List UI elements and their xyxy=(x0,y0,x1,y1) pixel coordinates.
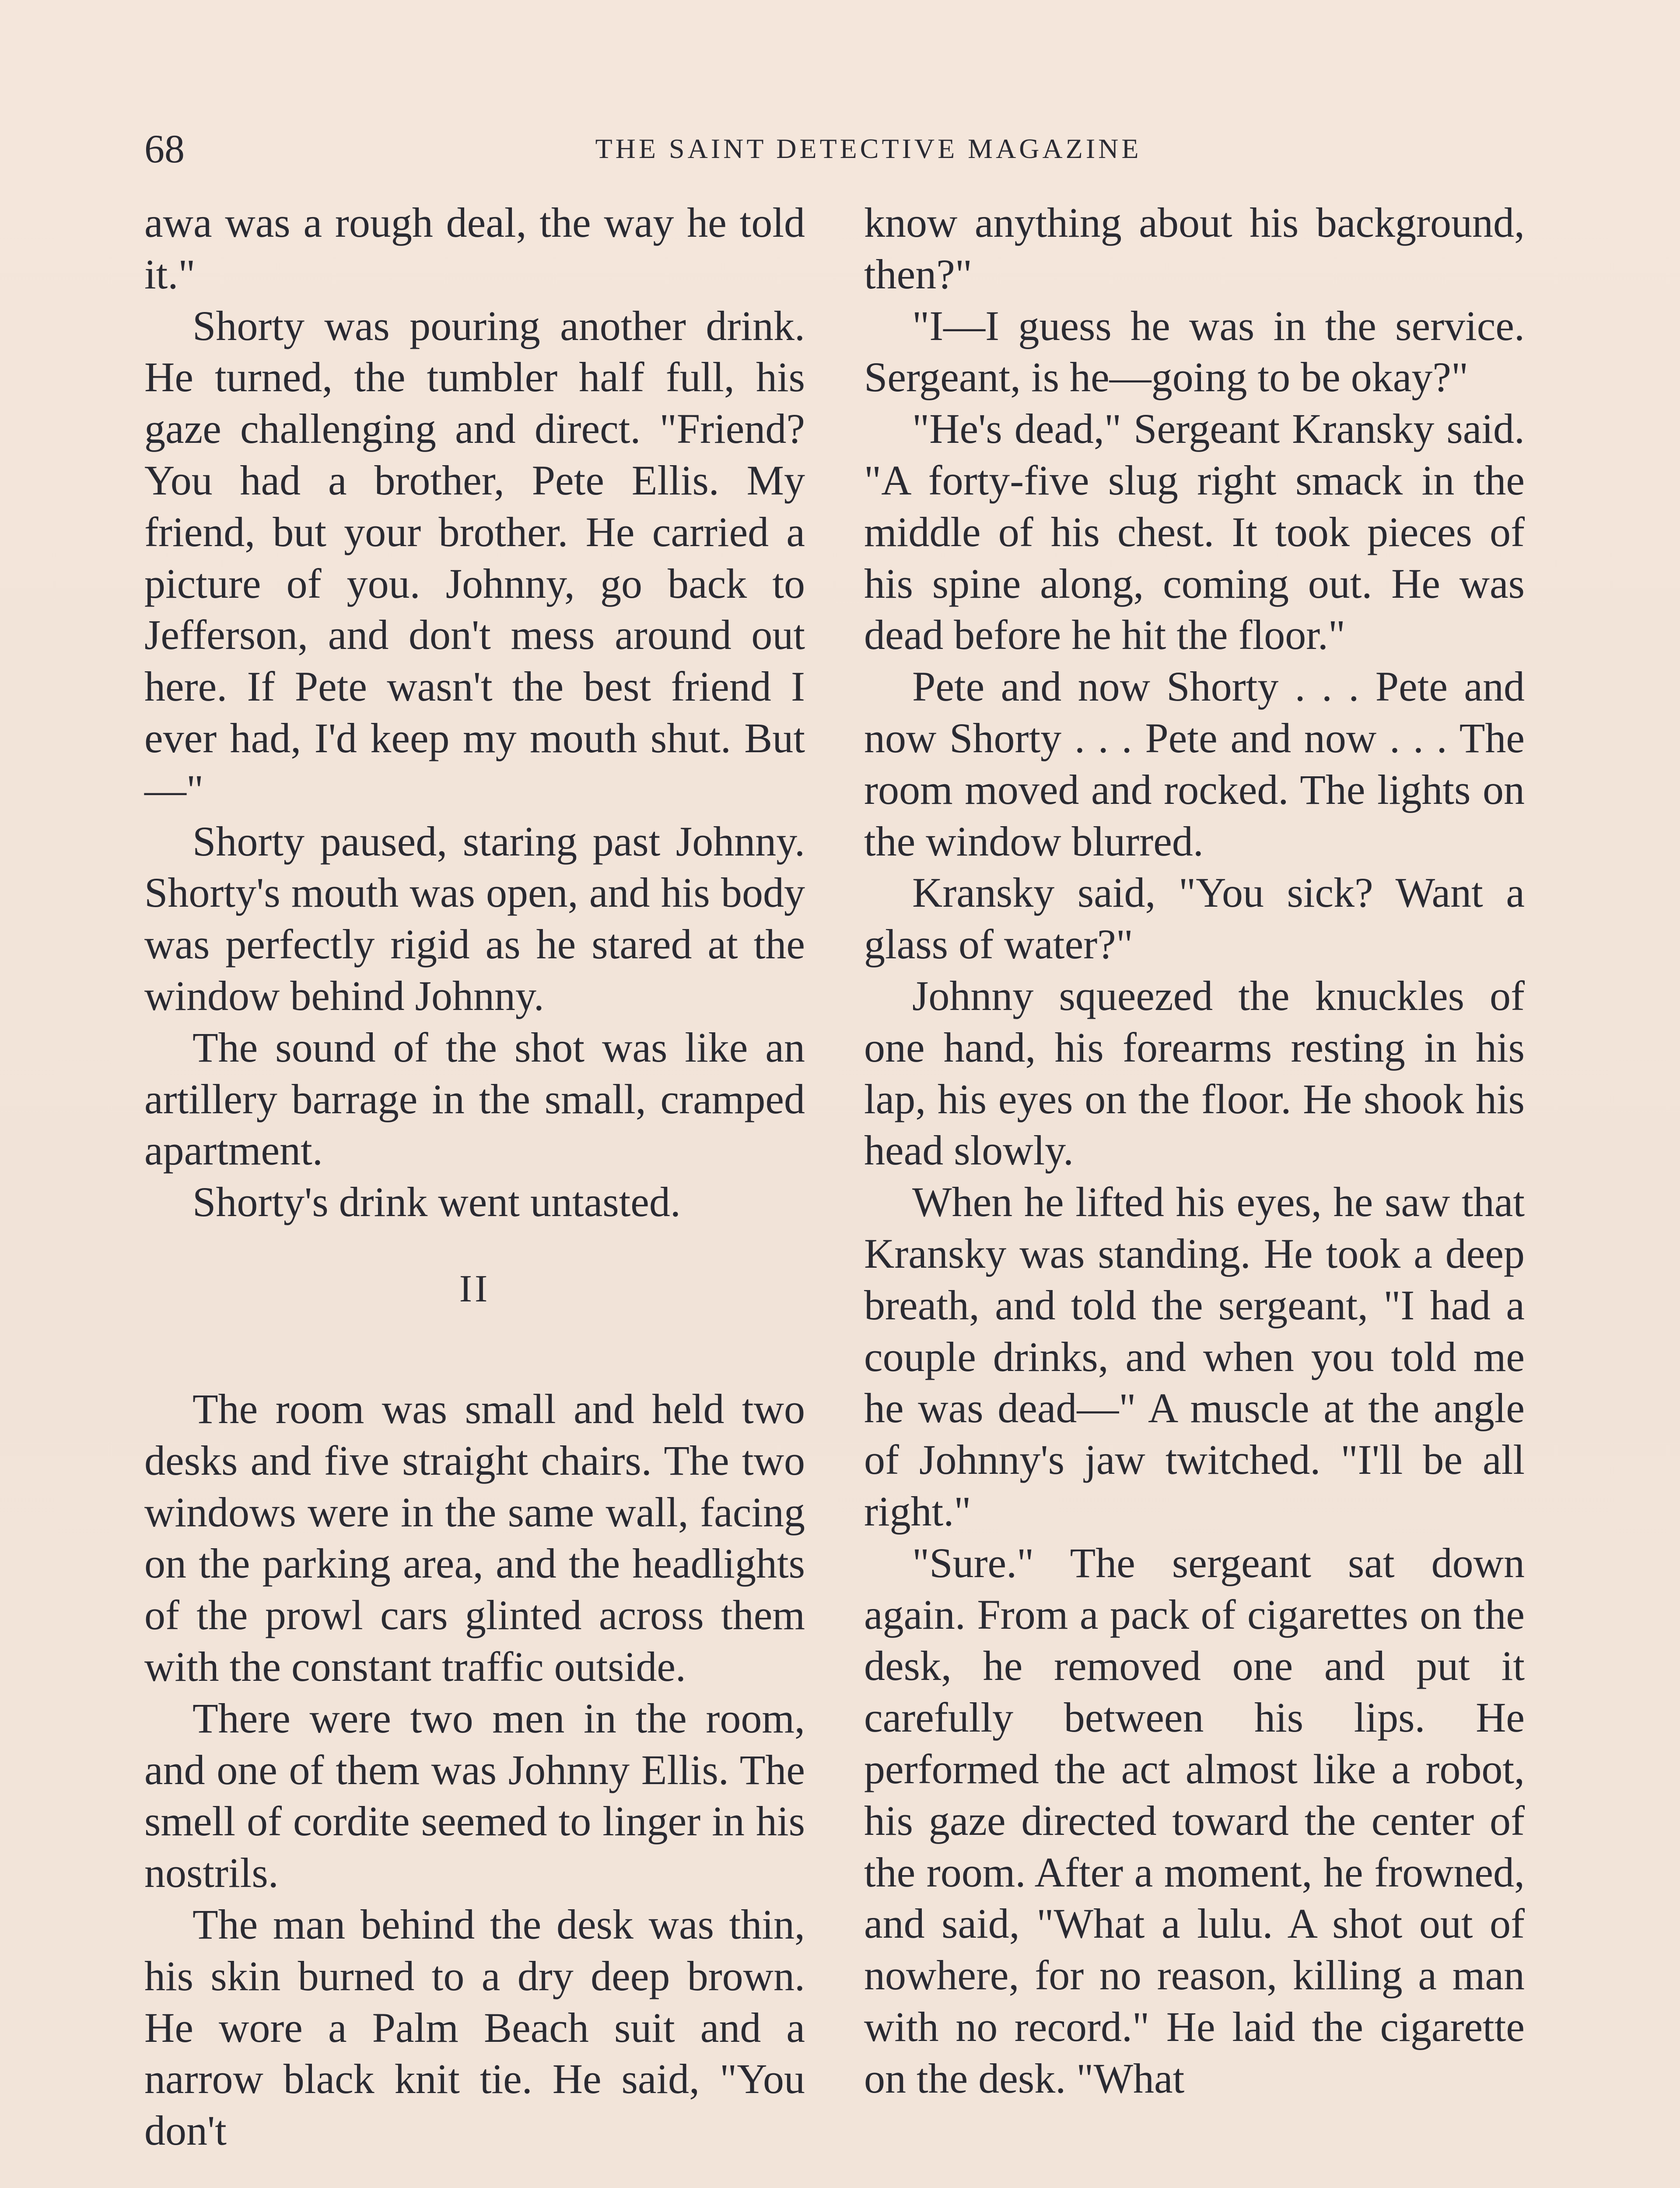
page-header xyxy=(144,123,1531,179)
paragraph: The man behind the desk was thin, his skin burned to a dry deep brown. He wore a Palm Beach suit and a narrow black knit tie. He said, "You don't xyxy=(144,1900,805,2154)
paragraph: Pete and now Shorty . . . Pete and now Shorty . . . Pete and now . . . The room moved and rocked. The lights on the window blurred. xyxy=(864,663,1525,865)
paragraph: "He's dead," Sergeant Kransky said. "A forty-five slug right smack in the middle of his chest. It took pieces of his spine along, coming out. He was dead before he hit the floor." xyxy=(864,405,1525,659)
paragraph: "Sure." The sergeant sat down again. From a pack of cigarettes on the desk, he removed one and put it carefully between his lips. He performed the act almost like a robot, his gaze directed toward the center of the room. After a moment, he frowned, and said, "What a lulu. A shot out of nowhere, for no reason, killing a man with no record." He laid the cigarette on the desk. "What xyxy=(864,1539,1525,2102)
running-title: THE SAINT DETECTIVE MAGAZINE xyxy=(595,133,1142,164)
paragraph: "I—I guess he was in the service. Sergeant, is he—going to be okay?" xyxy=(864,302,1525,401)
paragraph: Shorty's drink went untasted. xyxy=(192,1178,681,1226)
paragraph: know anything about his background, then?" xyxy=(864,199,1525,298)
left-column xyxy=(144,197,805,2156)
paragraph: The room was small and held two desks and five straight chairs. The two windows were in the same wall, facing on the parking area, and the headlights of the prowl cars glinted across them with the constant traffic outside. xyxy=(144,1385,805,1690)
section-number: II xyxy=(459,1267,490,1310)
paragraph: There were two men in the room, and one of them was Johnny Ellis. The smell of cordite seemed to linger in his nostrils. xyxy=(144,1694,805,1897)
paragraph: Johnny squeezed the knuckles of one hand, his forearms resting in his lap, his eyes on the floor. He shook his head slowly. xyxy=(864,972,1525,1174)
paragraph: Kransky said, "You sick? Want a glass of water?" xyxy=(864,869,1525,968)
page-number: 68 xyxy=(144,126,185,171)
paragraph: The sound of the shot was like an artillery barrage in the small, cramped apartment. xyxy=(144,1024,805,1174)
paragraph: When he lifted his eyes, he saw that Kransky was standing. He took a deep breath, and told the sergeant, "I had a couple drinks, and when you told me he was dead—" A muscle at the angle of Johnny's jaw twitched. "I'll be all right." xyxy=(864,1178,1525,1535)
right-column xyxy=(864,197,1525,2104)
paragraph: Shorty was pouring another drink. He turned, the tumbler half full, his gaze challenging and direct. "Friend? You had a brother, Pete Ellis. My friend, but your brother. He carried a picture of you. Johnny, go back to Jefferson, and don't mess around out here. If Pete wasn't the best friend I ever had, I'd keep my mouth shut. But—" xyxy=(144,302,805,813)
paragraph: Shorty paused, staring past Johnny. Shorty's mouth was open, and his body was perfectly rigid as he stared at the window behind Johnny. xyxy=(144,817,805,1019)
paragraph: awa was a rough deal, the way he told it." xyxy=(144,199,805,298)
